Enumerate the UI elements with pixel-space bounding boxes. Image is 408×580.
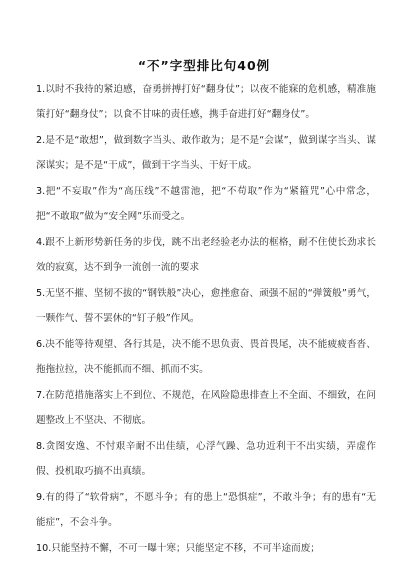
item-number: 4. bbox=[36, 237, 46, 248]
item-text: 是不是“敢想”，做到数字当头、敢作敢为；是不是“会谋”，做到谋字当头、谋深谋实；是不是“干成”，做到干字当头、干好干成。 bbox=[36, 135, 376, 172]
list-item bbox=[36, 434, 376, 484]
list-item bbox=[36, 281, 376, 331]
list-item bbox=[36, 77, 376, 127]
item-number: 5. bbox=[36, 288, 46, 299]
list-item bbox=[36, 179, 376, 229]
item-list bbox=[36, 77, 376, 562]
list-item bbox=[36, 536, 376, 561]
item-number: 3. bbox=[36, 186, 46, 197]
item-number: 9. bbox=[36, 492, 46, 503]
list-item bbox=[36, 383, 376, 433]
item-number: 2. bbox=[36, 135, 46, 146]
item-text: 以时不我待的紧迫感，奋勇拼搏打好“翻身仗”；以夜不能寐的危机感，精准施策打好“翻身仗”；以食不甘味的责任感，携手奋进打好“翻身仗”。 bbox=[36, 84, 376, 121]
item-text: 跟不上新形势新任务的步伐，跳不出老经验老办法的框格，耐不住使长劲求长效的寂寞，达不到争一流创一流的要求 bbox=[36, 237, 376, 274]
item-number: 6. bbox=[36, 339, 46, 350]
item-text: 在防范措施落实上不到位、不规范，在风险隐患排查上不全面、不细致，在问题整改上不坚决、不彻底。 bbox=[36, 390, 376, 427]
item-text: 有的得了“软骨病”，不愿斗争；有的患上“恐惧症”，不敢斗争；有的患有“无能症”，不会斗争。 bbox=[36, 492, 376, 529]
item-text: 无坚不摧、坚韧不拔的“钢铁般”决心，愈挫愈奋、顽强不屈的“弹簧般”勇气，一颗作气、誓不罢休的“钉子般”作风。 bbox=[36, 288, 376, 325]
item-number: 8. bbox=[36, 441, 46, 452]
item-text: 把“不妄取”作为“高压线”不越雷池，把“不苟取”作为“紧箍咒”心中常念，把“不敢取”做为“安全网”乐而受之。 bbox=[36, 186, 376, 223]
item-number: 7. bbox=[36, 390, 46, 401]
item-text: 只能坚持不懈，不可一曝十寒；只能坚定不移，不可半途而废； bbox=[51, 543, 320, 554]
item-text: 决不能等待观望、各行其是，决不能不思负责、畏首畏尾，决不能疲疲沓沓、拖拖拉拉，决不能抓而不细、抓而不实。 bbox=[36, 339, 376, 376]
item-text: 贪图安逸、不忖艰辛耐不出佳绩，心浮气躁、急功近利干不出实绩，弄虚作假、投机取巧搞不出真绩。 bbox=[36, 441, 376, 478]
list-item bbox=[36, 332, 376, 382]
document-title: “不”字型排比句40例 bbox=[137, 58, 271, 73]
list-item bbox=[36, 230, 376, 280]
item-number: 1. bbox=[36, 84, 46, 95]
item-number: 10. bbox=[36, 543, 52, 554]
list-item bbox=[36, 128, 376, 178]
list-item bbox=[36, 485, 376, 535]
